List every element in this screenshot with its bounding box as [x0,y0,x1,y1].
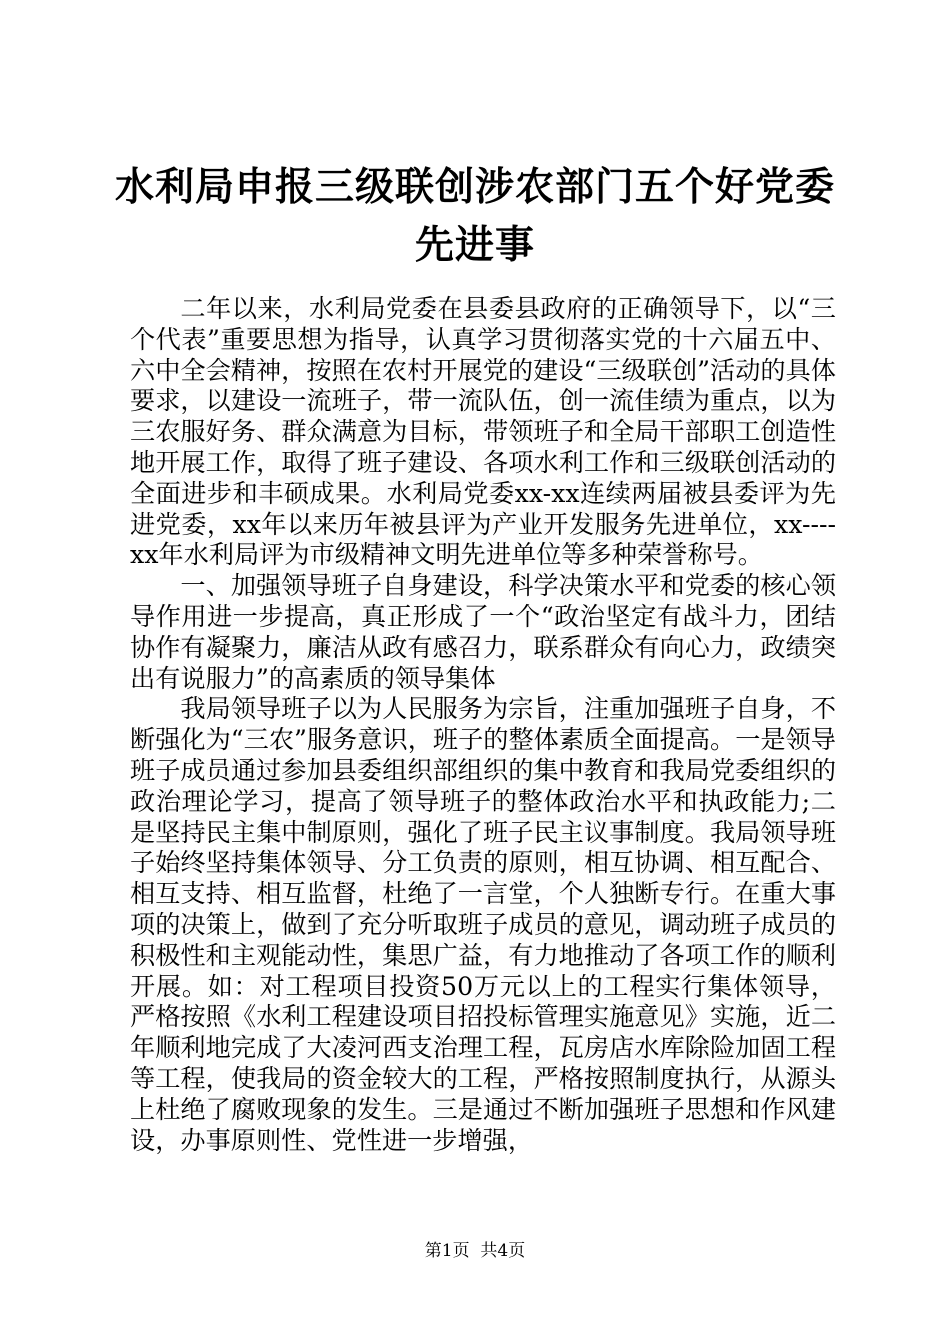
paragraph-section-1-heading: 一、加强领导班子自身建设，科学决策水平和党委的核心领导作用进一步提高，真正形成了一个“政治坚定有战斗力，团结协作有凝聚力，廉洁从政有感召力，联系群众有向心力，政绩突出有说服力”的高素质的领导集体 [130,571,836,693]
document-body [130,294,836,1156]
paragraph-section-1-body: 我局领导班子以为人民服务为宗旨，注重加强班子自身，不断强化为“三农”服务意识，班子的整体素质全面提高。一是领导班子成员通过参加县委组织部组织的集中教育和我局党委组织的政治理论学习，提高了领导班子的整体政治水平和执政能力;二是坚持民主集中制原则，强化了班子民主议事制度。我局领导班子始终坚持集体领导、分工负责的原则，相互协调、相互配合、相互支持、相互监督，杜绝了一言堂，个人独断专行。在重大事项的决策上，做到了充分听取班子成员的意见，调动班子成员的积极性和主观能动性，集思广益，有力地推动了各项工作的顺利开展。如：对工程项目投资50万元以上的工程实行集体领导，严格按照《水利工程建设项目招投标管理实施意见》实施，近二年顺利地完成了大凌河西支治理工程，瓦房店水库除险加固工程等工程，使我局的资金较大的工程，严格按照制度执行，从源头上杜绝了腐败现象的发生。三是通过不断加强班子思想和作风建设，办事原则性、党性进一步增强， [130,694,836,1155]
document-title: 水利局申报三级联创涉农部门五个好党委先进事 [114,164,835,268]
page-footer [0,1240,950,1262]
paragraph-intro: 二年以来，水利局党委在县委县政府的正确领导下，以“三个代表”重要思想为指导，认真学习贯彻落实党的十六届五中、六中全会精神，按照在农村开展党的建设“三级联创”活动的具体要求，以建设一流班子，带一流队伍，创一流佳绩为重点，以为三农服好务、群众满意为目标，带领班子和全局干部职工创造性地开展工作，取得了班子建设、各项水利工作和三级联创活动的全面进步和丰硕成果。水利局党委xx-xx连续两届被县委评为先进党委，xx年以来历年被县评为产业开发服务先进单位，xx----xx年水利局评为市级精神文明先进单位等多种荣誉称号。 [130,294,836,570]
page-number: 第1页 共4页 [424,1241,526,1261]
